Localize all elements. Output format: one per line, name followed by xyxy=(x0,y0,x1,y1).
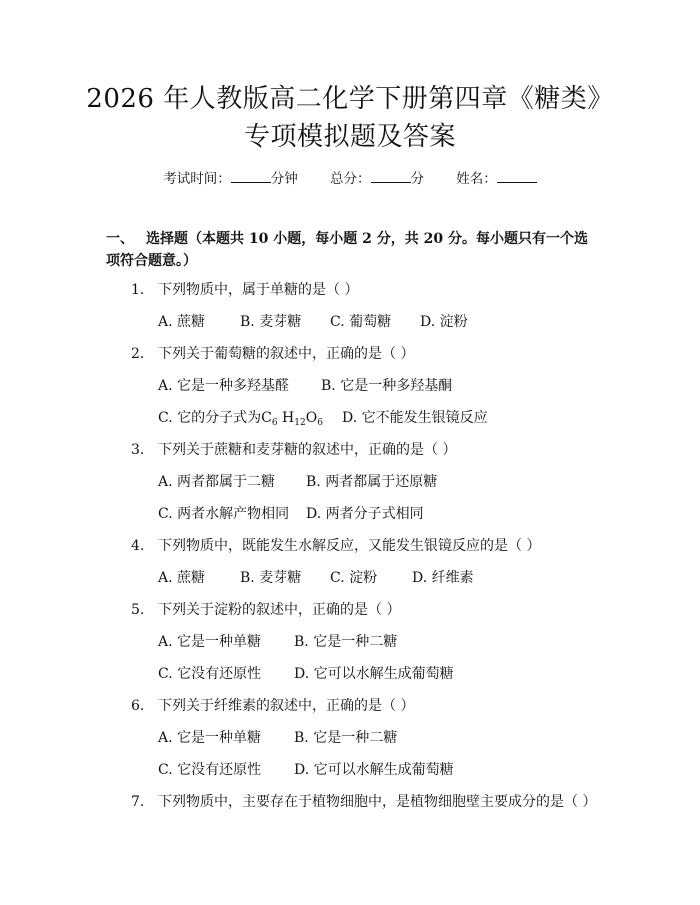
option-c[interactable]: C. 两者水解产物相同 xyxy=(158,506,290,522)
option-b[interactable]: B. 它是一种二糖 xyxy=(294,634,398,650)
formula-c-sub: 6 xyxy=(271,418,278,428)
section-text: 选择题（本题共 10 小题，每小题 2 分，共 20 分。每小题只有一个选项符合题意。） xyxy=(106,231,588,269)
question-4-options xyxy=(158,568,474,588)
student-name-field xyxy=(456,168,537,189)
option-a[interactable]: A. 它是一种单糖 xyxy=(158,730,262,746)
question-3-options-row2 xyxy=(158,504,424,524)
option-d[interactable]: D. 纤维素 xyxy=(412,570,474,586)
option-d[interactable]: D. 它可以水解生成葡萄糖 xyxy=(294,666,454,682)
formula-o-sub: 6 xyxy=(317,418,323,428)
page-title-line1: 2026 年人教版高二化学下册第四章《糖类》 xyxy=(86,84,614,114)
total-score-label: 总分： xyxy=(330,171,371,187)
total-score-unit: 分 xyxy=(410,171,424,187)
question-1-options xyxy=(158,312,468,332)
total-score-blank[interactable] xyxy=(371,168,411,183)
option-a[interactable]: A. 蔗糖 xyxy=(158,570,206,586)
formula-c: C xyxy=(261,410,272,426)
page-title-line2: 专项模拟题及答案 xyxy=(243,122,456,152)
question-number: 6. xyxy=(131,698,145,714)
formula-o: O xyxy=(305,410,318,426)
option-a[interactable]: A. 两者都属于二糖 xyxy=(158,474,276,490)
question-number: 7. xyxy=(131,794,145,810)
option-a[interactable]: A. 蔗糖 xyxy=(158,314,206,330)
question-3 xyxy=(131,440,456,460)
question-number: 4. xyxy=(131,538,145,554)
option-d[interactable]: D. 淀粉 xyxy=(420,314,468,330)
student-name-label: 姓名： xyxy=(456,171,497,187)
question-number: 3. xyxy=(131,442,145,458)
question-3-options-row1 xyxy=(158,472,437,492)
option-a[interactable]: A. 它是一种单糖 xyxy=(158,634,262,650)
question-6-options-row2 xyxy=(158,760,454,780)
student-name-blank[interactable] xyxy=(497,168,537,183)
formula-h: H xyxy=(282,410,295,426)
section-heading xyxy=(106,228,596,272)
option-c[interactable] xyxy=(158,408,342,433)
exam-time-blank[interactable] xyxy=(231,168,271,183)
exam-time-unit: 分钟 xyxy=(270,171,298,187)
question-6-options-row1 xyxy=(158,728,397,748)
question-1 xyxy=(131,280,358,300)
question-text: 下列物质中，属于单糖的是（ ） xyxy=(158,282,359,298)
question-text: 下列物质中，主要存在于植物细胞中，是植物细胞壁主要成分的是（ ） xyxy=(158,794,597,810)
question-text: 下列关于纤维素的叙述中，正确的是（ ） xyxy=(158,698,415,714)
option-a[interactable]: A. 它是一种多羟基醛 xyxy=(158,378,290,394)
question-5-options-row1 xyxy=(158,632,397,652)
option-c-text: C. 它的分子式为 xyxy=(158,410,262,426)
exam-time-label: 考试时间： xyxy=(163,171,231,187)
question-number: 2. xyxy=(131,346,145,362)
question-text: 下列关于葡萄糖的叙述中，正确的是（ ） xyxy=(158,346,415,362)
question-4 xyxy=(131,536,540,556)
question-number: 1. xyxy=(131,282,145,298)
question-5-options-row2 xyxy=(158,664,454,684)
exam-info-line xyxy=(0,168,700,189)
option-c[interactable]: C. 葡萄糖 xyxy=(330,314,392,330)
formula-h-sub: 12 xyxy=(294,418,306,428)
option-d[interactable]: D. 它不能发生银镜反应 xyxy=(342,410,488,426)
option-c[interactable]: C. 它没有还原性 xyxy=(158,762,262,778)
question-5 xyxy=(131,600,400,620)
exam-time-field xyxy=(163,168,298,189)
option-b[interactable]: B. 麦芽糖 xyxy=(240,570,302,586)
option-b[interactable]: B. 它是一种二糖 xyxy=(294,730,398,746)
question-2-options-row1 xyxy=(158,376,452,396)
option-c[interactable]: C. 淀粉 xyxy=(330,570,378,586)
question-2 xyxy=(131,344,414,364)
option-d[interactable]: D. 两者分子式相同 xyxy=(306,506,424,522)
question-6 xyxy=(131,696,414,716)
option-c[interactable]: C. 它没有还原性 xyxy=(158,666,262,682)
question-number: 5. xyxy=(131,602,145,618)
question-7 xyxy=(131,792,596,812)
question-text: 下列关于淀粉的叙述中，正确的是（ ） xyxy=(158,602,401,618)
section-number: 一、 xyxy=(106,231,134,247)
question-text: 下列物质中，既能发生水解反应，又能发生银镜反应的是（ ） xyxy=(158,538,541,554)
question-2-options-row2 xyxy=(158,408,488,433)
option-d[interactable]: D. 它可以水解生成葡萄糖 xyxy=(294,762,454,778)
option-b[interactable]: B. 两者都属于还原糖 xyxy=(306,474,438,490)
option-b[interactable]: B. 它是一种多羟基酮 xyxy=(321,378,453,394)
question-text: 下列关于蔗糖和麦芽糖的叙述中，正确的是（ ） xyxy=(158,442,457,458)
option-b[interactable]: B. 麦芽糖 xyxy=(240,314,302,330)
total-score-field xyxy=(330,168,424,189)
